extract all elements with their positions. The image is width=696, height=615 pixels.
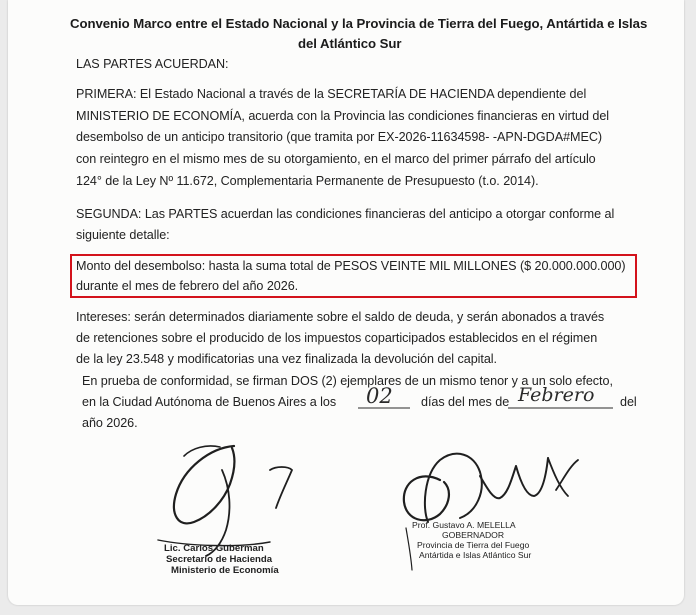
title-line-2: del Atlántico Sur bbox=[298, 36, 402, 51]
handwritten-day: 02 bbox=[366, 384, 393, 408]
primera-line-4: con reintegro en el mismo mes de su otorgamiento, en el marco del primer párrafo del artículo bbox=[76, 152, 596, 166]
prueba-line-1: En prueba de conformidad, se firman DOS (2) ejemplares de un mismo tenor y a un solo efecto, bbox=[82, 374, 613, 388]
prueba-line-2b: días del mes de bbox=[421, 395, 510, 409]
primera-line-5: 124° de la Ley Nº 11.672, Complementaria Permanente de Presupuesto (t.o. 2014). bbox=[76, 174, 539, 188]
handwritten-month: Febrero bbox=[518, 384, 595, 406]
left-signer-title: Secretario de Hacienda bbox=[166, 554, 273, 565]
prueba-line-2a: en la Ciudad Autónoma de Buenos Aires a los bbox=[82, 395, 337, 409]
intereses-line-1: Intereses: serán determinados diariamente sobre el saldo de deuda, y serán abonados a través bbox=[76, 310, 605, 324]
document-page bbox=[8, 0, 684, 605]
prueba-line-3: año 2026. bbox=[82, 416, 138, 430]
primera-line-3: desembolso de un anticipo transitorio (que tramita por EX-2026-11634598- -APN-DGDA#MEC) bbox=[76, 130, 603, 144]
intereses-line-3: de la ley 23.548 y modificatorias una vez finalizada la devolución del capital. bbox=[76, 352, 497, 366]
left-signer-org: Ministerio de Economía bbox=[171, 565, 279, 576]
segunda-line-1: SEGUNDA: Las PARTES acuerdan las condiciones financieras del anticipo a otorgar conforme al bbox=[76, 207, 615, 221]
right-signer-province-2: Antártida e Islas Atlántico Sur bbox=[419, 550, 532, 560]
signatures-drawing bbox=[8, 0, 684, 605]
left-signature-strokes bbox=[158, 446, 292, 556]
left-signer-name: Lic. Carlos Guberman bbox=[164, 543, 264, 554]
right-signer-name: Prof. Gustavo A. MELELLA bbox=[412, 520, 516, 530]
right-signer-province: Provincia de Tierra del Fuego bbox=[417, 540, 530, 550]
monto-line-2: durante el mes de febrero del año 2026. bbox=[76, 279, 299, 293]
intro-text: LAS PARTES ACUERDAN: bbox=[76, 57, 229, 71]
prueba-line-2c: del bbox=[620, 395, 637, 409]
right-signer-title: GOBERNADOR bbox=[442, 530, 505, 540]
title-line-1: Convenio Marco entre el Estado Nacional y la Provincia de Tierra del Fuego, Antártida e Islas bbox=[70, 16, 648, 31]
monto-line-1: Monto del desembolso: hasta la suma total de PESOS VEINTE MIL MILLONES ($ 20.000.000.000) bbox=[76, 259, 626, 273]
segunda-line-2: siguiente detalle: bbox=[76, 228, 170, 242]
intereses-line-2: de retenciones sobre el producido de los impuestos coparticipados establecidos en el régimen bbox=[76, 331, 598, 345]
primera-line-2: MINISTERIO DE ECONOMÍA, acuerda con la Provincia las condiciones financieras en virtud del bbox=[76, 109, 610, 123]
primera-line-1: PRIMERA: El Estado Nacional a través de la SECRETARÍA DE HACIENDA dependiente del bbox=[76, 87, 587, 101]
